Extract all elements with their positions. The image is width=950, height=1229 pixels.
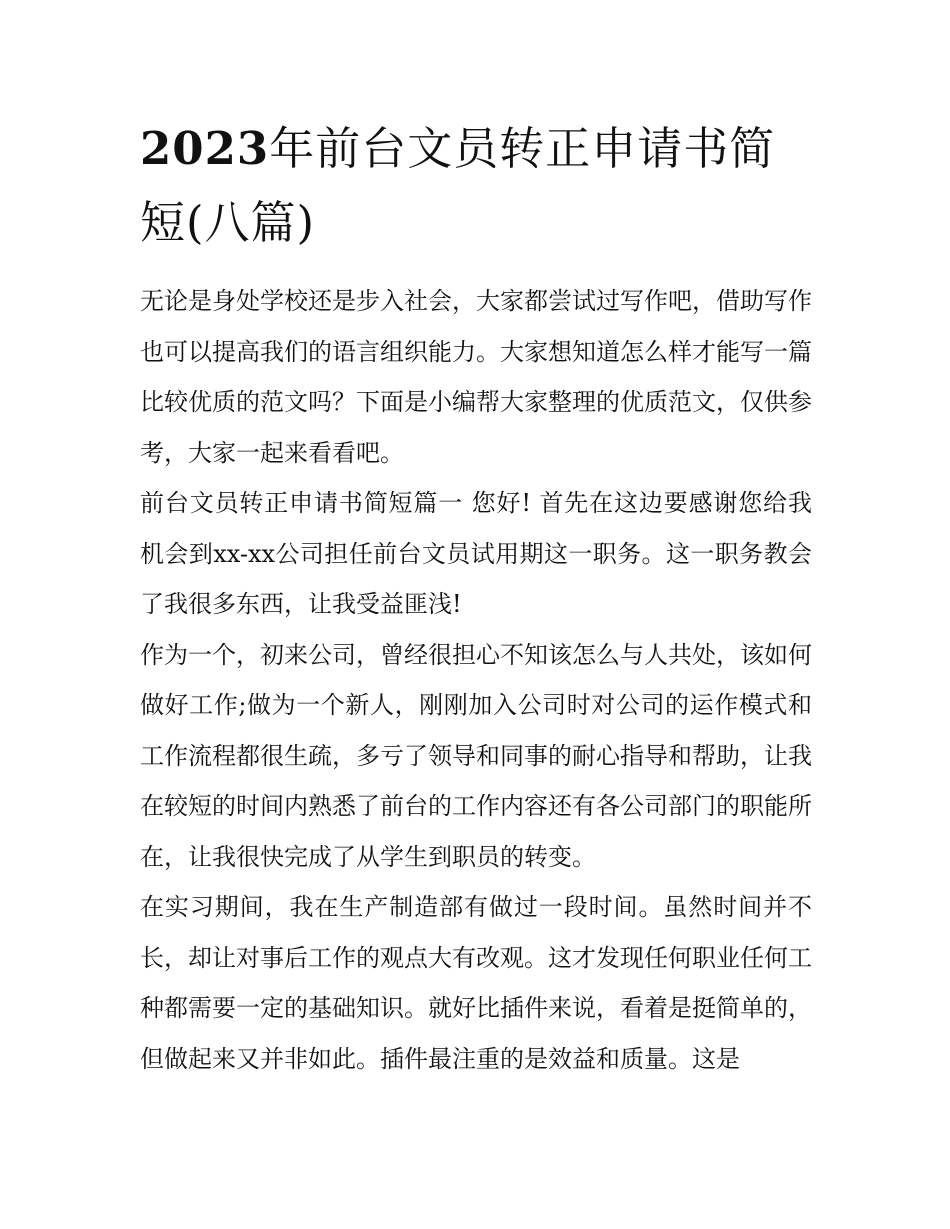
document-body — [140, 112, 812, 1084]
paragraph-3: 在实习期间，我在生产制造部有做过一段时间。虽然时间并不长，却让对事后工作的观点大有改观。这才发现任何职业任何工种都需要一定的基础知识。就好比插件来说，看着是挺简单的，但做起来又并非如此。插件最注重的是效益和质量。这是 — [140, 893, 812, 1073]
paragraph-1: 前台文员转正申请书简短篇一 您好! 首先在这边要感谢您给我机会到xx-xx公司担任前台文员试用期这一职务。这一职务教会了我很多东西，让我受益匪浅! — [140, 489, 812, 618]
paragraph-intro: 无论是身处学校还是步入社会，大家都尝试过写作吧，借助写作也可以提高我们的语言组织能力。大家想知道怎么样才能写一篇比较优质的范文吗？下面是小编帮大家整理的优质范文，仅供参考，大家一起来看看吧。 — [140, 287, 812, 467]
paragraph-2: 作为一个，初来公司，曾经很担心不知该怎么与人共处，该如何做好工作;做为一个新人，刚刚加入公司时对公司的运作模式和工作流程都很生疏，多亏了领导和同事的耐心指导和帮助，让我在较短的时间内熟悉了前台的工作内容还有各公司部门的职能所在，让我很快完成了从学生到职员的转变。 — [140, 640, 812, 871]
title-text: 年前台文员转正申请书简短(八篇) — [140, 122, 776, 249]
title-year: 2023 — [140, 122, 270, 175]
page-title — [140, 112, 812, 260]
